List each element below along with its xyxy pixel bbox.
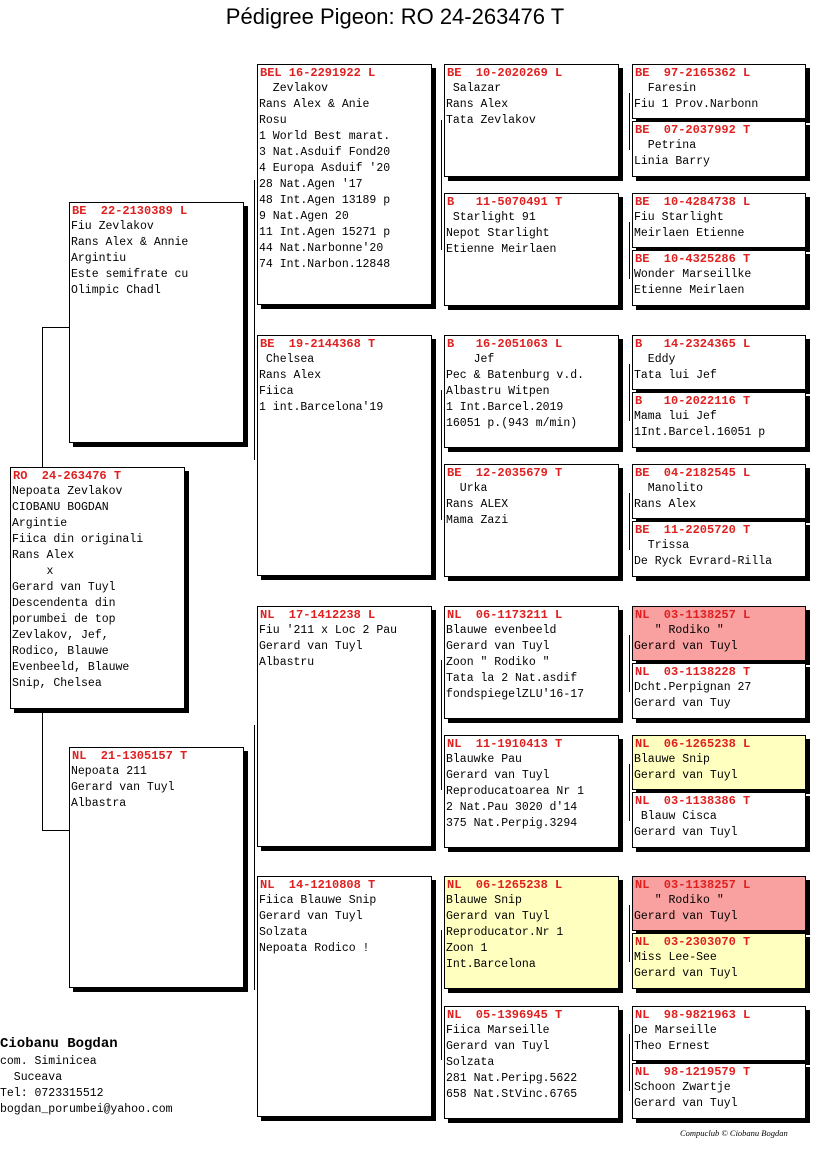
pigeon-info-line: Gerard van Tuyl <box>634 967 738 980</box>
pigeon-info-line: fondspiegelZLU'16-17 <box>446 688 585 701</box>
ring-number: NL 03-1138257 L <box>635 608 751 622</box>
pigeon-info-line: Int.Barcelona <box>446 958 536 971</box>
pigeon-info-line: 9 Nat.Agen 20 <box>259 210 349 223</box>
pigeon-info-line: Este semifrate cu <box>71 268 189 281</box>
pigeon-info-line: Mama Zazi <box>446 514 509 527</box>
pigeon-info-line: Schoon Zwartje <box>634 1081 731 1094</box>
ring-number: B 16-2051063 L <box>447 337 563 351</box>
connector <box>42 712 43 830</box>
pigeon-info-line: Blauwe evenbeeld <box>446 624 557 637</box>
great-grandparent-card[interactable] <box>444 1006 619 1119</box>
pigeon-info-line: 658 Nat.StVinc.6765 <box>446 1088 578 1101</box>
pigeon-info-line: Gerard van Tuyl <box>446 769 550 782</box>
ring-number: NL 03-2303070 T <box>635 935 751 949</box>
owner-phone: Tel: 0723315512 <box>0 1087 104 1100</box>
pigeon-info-line: Etienne Meirlaen <box>634 284 745 297</box>
ggg-parent-card[interactable] <box>632 464 806 519</box>
pigeon-info-line: De Marseille <box>634 1024 717 1037</box>
owner-info <box>0 1034 173 1118</box>
pigeon-info-line: Gerard van Tuyl <box>634 640 738 653</box>
pigeon-info-line: Starlight 91 <box>446 211 536 224</box>
connector <box>42 830 70 831</box>
pigeon-info-line: " Rodiko " <box>634 624 724 637</box>
pigeon-info-line: Wonder Marseillke <box>634 268 752 281</box>
pigeon-info-line: Etienne Meirlaen <box>446 243 557 256</box>
pigeon-info-line: Gerard van Tuyl <box>634 769 738 782</box>
pigeon-info-line: 28 Nat.Agen '17 <box>259 178 363 191</box>
pigeon-info-line: Tata Zevlakov <box>446 114 536 127</box>
connector <box>629 1034 630 1091</box>
pigeon-info-line: 48 Int.Agen 13189 p <box>259 194 391 207</box>
pigeon-info-line: Snip, Chelsea <box>12 677 102 690</box>
pigeon-info-line: Gerard van Tuyl <box>446 640 550 653</box>
ring-number: NL 06-1265238 L <box>635 737 751 751</box>
pigeon-info-line: Zoon " Rodiko " <box>446 656 550 669</box>
pigeon-info-line: " Rodiko " <box>634 894 724 907</box>
connector <box>42 327 70 328</box>
pigeon-info-line: Blauw Cisca <box>634 810 717 823</box>
pigeon-info-line: Blauwke Pau <box>446 753 522 766</box>
pigeon-info-line: Tata la 2 Nat.asdif <box>446 672 578 685</box>
pigeon-info-line: Blauwe Snip <box>446 894 522 907</box>
great-grandparent-card[interactable] <box>444 876 619 989</box>
grandparent-card[interactable] <box>257 335 432 576</box>
pigeon-info-line: 11 Int.Agen 15271 p <box>259 226 391 239</box>
connector <box>629 493 630 550</box>
owner-line: Suceava <box>0 1071 63 1084</box>
pigeon-info-line: Fiu 1 Prov.Narbonn <box>634 98 759 111</box>
ring-number: NL 06-1265238 L <box>447 878 563 892</box>
pigeon-info-line: x <box>12 565 54 578</box>
pigeon-info-line: Petrina <box>634 139 697 152</box>
pigeon-info-line: Gerard van Tuyl <box>634 826 738 839</box>
ring-number: BE 10-2020269 L <box>447 66 563 80</box>
pigeon-info-line: Mama lui Jef <box>634 410 717 423</box>
pigeon-info-line: Solzata <box>446 1056 495 1069</box>
pigeon-info-line: Albastra <box>71 797 127 810</box>
pigeon-info-line: Gerard van Tuyl <box>71 781 175 794</box>
grandparent-card[interactable] <box>257 606 432 847</box>
grandparent-card[interactable] <box>257 64 432 305</box>
ggg-parent-card[interactable] <box>632 1063 806 1119</box>
pigeon-info-line: Gerard van Tuyl <box>259 910 363 923</box>
ring-number: NL 11-1910413 T <box>447 737 563 751</box>
dam-card[interactable] <box>69 747 244 988</box>
pigeon-info-line: Gerard van Tuyl <box>446 1040 550 1053</box>
pigeon-info-line: Fiica Blauwe Snip <box>259 894 377 907</box>
ring-number: RO 24-263476 T <box>13 469 122 483</box>
pigeon-info-line: 1 Int.Barcel.2019 <box>446 401 564 414</box>
pigeon-info-line: Rans Alex <box>12 549 75 562</box>
ring-number: BE 22-2130389 L <box>72 204 188 218</box>
connector <box>629 635 630 692</box>
connector <box>629 764 630 821</box>
page-title: Pédigree Pigeon: RO 24-263476 T <box>225 4 565 29</box>
great-grandparent-card[interactable] <box>444 464 619 577</box>
pigeon-info-line: Chelsea <box>259 353 315 366</box>
pigeon-info-line: Salazar <box>446 82 502 95</box>
pigeon-info-line: Nepoata Zevlakov <box>12 485 123 498</box>
pigeon-info-line: 44 Nat.Narbonne'20 <box>259 242 384 255</box>
pigeon-info-line: Miss Lee-See <box>634 951 717 964</box>
pigeon-info-line: Gerard van Tuyl <box>634 910 738 923</box>
ring-number: NL 03-1138228 T <box>635 665 751 679</box>
pigeon-info-line: Reproducator.Nr 1 <box>446 926 564 939</box>
pigeon-info-line: Faresin <box>634 82 697 95</box>
grandparent-card[interactable] <box>257 876 432 1117</box>
pigeon-info-line: Jef <box>446 353 495 366</box>
great-grandparent-card[interactable] <box>444 193 619 306</box>
ring-number: NL 05-1396945 T <box>447 1008 563 1022</box>
ggg-parent-card[interactable] <box>632 933 806 989</box>
ggg-parent-card[interactable] <box>632 335 806 390</box>
ring-number: BE 04-2182545 L <box>635 466 751 480</box>
ring-number: BE 97-2165362 L <box>635 66 751 80</box>
connector <box>254 180 255 460</box>
pigeon-info-line: Evenbeeld, Blauwe <box>12 661 130 674</box>
pigeon-info-line: Meirlaen Etienne <box>634 227 745 240</box>
ggg-parent-card[interactable] <box>632 392 806 448</box>
owner-line: com. Siminicea <box>0 1055 97 1068</box>
ring-number: NL 06-1173211 L <box>447 608 563 622</box>
pigeon-info-line: Rans Alex & Annie <box>71 236 189 249</box>
pigeon-info-line: Nepoata Rodico ! <box>259 942 370 955</box>
connector <box>441 120 442 250</box>
pigeon-info-line: Fiu Zevlakov <box>71 220 154 233</box>
connector <box>629 93 630 150</box>
pigeon-info-line: Gerard van Tuyl <box>12 581 116 594</box>
pigeon-info-line: Argintiu <box>71 252 127 265</box>
ggg-parent-card[interactable] <box>632 521 806 577</box>
ggg-parent-card[interactable] <box>632 792 806 848</box>
connector <box>441 660 442 790</box>
ring-number: B 14-2324365 L <box>635 337 751 351</box>
great-grandparent-card[interactable] <box>444 606 619 719</box>
pigeon-info-line: Rans Alex <box>446 98 509 111</box>
pigeon-info-line: Rans Alex & Anie <box>259 98 370 111</box>
pigeon-info-line: 2 Nat.Pau 3020 d'14 <box>446 801 578 814</box>
great-grandparent-card[interactable] <box>444 64 619 177</box>
pigeon-info-line: Dcht.Perpignan 27 <box>634 681 752 694</box>
pigeon-info-line: Zevlakov <box>259 82 329 95</box>
ring-number: NL 21-1305157 T <box>72 749 188 763</box>
ggg-parent-card[interactable] <box>632 1006 806 1061</box>
ring-number: NL 98-9821963 L <box>635 1008 751 1022</box>
ring-number: BE 10-4325286 T <box>635 252 751 266</box>
pigeon-info-line: Eddy <box>634 353 676 366</box>
pigeon-info-line: Gerard van Tuy <box>634 697 731 710</box>
pigeon-info-line: 281 Nat.Peripg.5622 <box>446 1072 578 1085</box>
connector <box>629 364 630 421</box>
pigeon-info-line: Fiu Starlight <box>634 211 724 224</box>
pigeon-info-line: Gerard van Tuyl <box>259 640 363 653</box>
pigeon-info-line: Urka <box>446 482 488 495</box>
pigeon-info-line: Trissa <box>634 539 690 552</box>
connector <box>629 222 630 279</box>
pigeon-info-line: Blauwe Snip <box>634 753 710 766</box>
pigeon-info-line: Tata lui Jef <box>634 369 717 382</box>
footer-credit: Compuclub © Ciobanu Bogdan <box>680 1128 788 1138</box>
connector <box>441 930 442 1060</box>
ring-number: NL 14-1210808 T <box>260 878 376 892</box>
pigeon-info-line: 1Int.Barcel.16051 p <box>634 426 766 439</box>
ggg-parent-card[interactable] <box>632 193 806 248</box>
pigeon-info-line: Solzata <box>259 926 308 939</box>
pigeon-info-line: 3 Nat.Asduif Fond20 <box>259 146 391 159</box>
ring-number: NL 17-1412238 L <box>260 608 376 622</box>
pigeon-info-line: Olimpic Chadl <box>71 284 161 297</box>
ring-number: NL 98-1219579 T <box>635 1065 751 1079</box>
pigeon-info-line: Argintie <box>12 517 68 530</box>
pigeon-info-line: Rosu <box>259 114 287 127</box>
pigeon-info-line: Fiu '211 x Loc 2 Pau <box>259 624 398 637</box>
owner-email[interactable]: bogdan_porumbei@yahoo.com <box>0 1103 173 1116</box>
great-grandparent-card[interactable] <box>444 335 619 448</box>
ring-number: NL 03-1138257 L <box>635 878 751 892</box>
ring-number: NL 03-1138386 T <box>635 794 751 808</box>
ggg-parent-card[interactable] <box>632 250 806 306</box>
ring-number: B 11-5070491 T <box>447 195 563 209</box>
pigeon-info-line: Nepoata 211 <box>71 765 147 778</box>
pigeon-info-line: Descendenta din <box>12 597 116 610</box>
subject-card[interactable] <box>10 467 185 709</box>
pigeon-info-line: Nepot Starlight <box>446 227 550 240</box>
pigeon-info-line: Albastru Witpen <box>446 385 550 398</box>
ggg-parent-card[interactable] <box>632 663 806 719</box>
pigeon-info-line: Rans Alex <box>259 369 322 382</box>
pigeon-info-line: Reproducatoarea Nr 1 <box>446 785 585 798</box>
pigeon-info-line: Manolito <box>634 482 704 495</box>
pigeon-info-line: Gerard van Tuyl <box>446 910 550 923</box>
pigeon-info-line: Linia Barry <box>634 155 710 168</box>
connector <box>629 905 630 962</box>
ggg-parent-card[interactable] <box>632 64 806 119</box>
ring-number: BE 07-2037992 T <box>635 123 751 137</box>
connector <box>441 390 442 520</box>
pigeon-info-line: 1 World Best marat. <box>259 130 391 143</box>
pigeon-info-line: Rans Alex <box>634 498 697 511</box>
ring-number: BEL 16-2291922 L <box>260 66 376 80</box>
pigeon-info-line: De Ryck Evrard-Rilla <box>634 555 773 568</box>
ring-number: BE 10-4284738 L <box>635 195 751 209</box>
pigeon-info-line: 1 int.Barcelona'19 <box>259 401 384 414</box>
ggg-parent-card[interactable] <box>632 606 806 661</box>
pigeon-info-line: Theo Ernest <box>634 1040 710 1053</box>
pigeon-info-line: 375 Nat.Perpig.3294 <box>446 817 578 830</box>
pigeon-info-line: Zevlakov, Jef, <box>12 629 109 642</box>
ggg-parent-card[interactable] <box>632 876 806 931</box>
connector <box>42 327 43 469</box>
ring-number: BE 11-2205720 T <box>635 523 751 537</box>
pigeon-info-line: Fiica <box>259 385 294 398</box>
connector <box>254 725 255 990</box>
ggg-parent-card[interactable] <box>632 735 806 790</box>
ggg-parent-card[interactable] <box>632 121 806 177</box>
pigeon-info-line: Rans ALEX <box>446 498 509 511</box>
ring-number: BE 12-2035679 T <box>447 466 563 480</box>
owner-name: Ciobanu Bogdan <box>0 1036 118 1052</box>
pigeon-info-line: Rodico, Blauwe <box>12 645 109 658</box>
ring-number: B 10-2022116 T <box>635 394 751 408</box>
pigeon-info-line: CIOBANU BOGDAN <box>12 501 109 514</box>
pigeon-info-line: porumbei de top <box>12 613 116 626</box>
pigeon-info-line: Pec & Batenburg v.d. <box>446 369 585 382</box>
pigeon-info-line: 16051 p.(943 m/min) <box>446 417 578 430</box>
pigeon-info-line: 74 Int.Narbon.12848 <box>259 258 391 271</box>
pigeon-info-line: Fiica Marseille <box>446 1024 550 1037</box>
pigeon-info-line: 4 Europa Asduif '20 <box>259 162 391 175</box>
pigeon-info-line: Zoon 1 <box>446 942 488 955</box>
great-grandparent-card[interactable] <box>444 735 619 848</box>
pigeon-info-line: Gerard van Tuyl <box>634 1097 738 1110</box>
pigeon-info-line: Albastru <box>259 656 315 669</box>
ring-number: BE 19-2144368 T <box>260 337 376 351</box>
sire-card[interactable] <box>69 202 244 443</box>
pigeon-info-line: Fiica din originali <box>12 533 144 546</box>
